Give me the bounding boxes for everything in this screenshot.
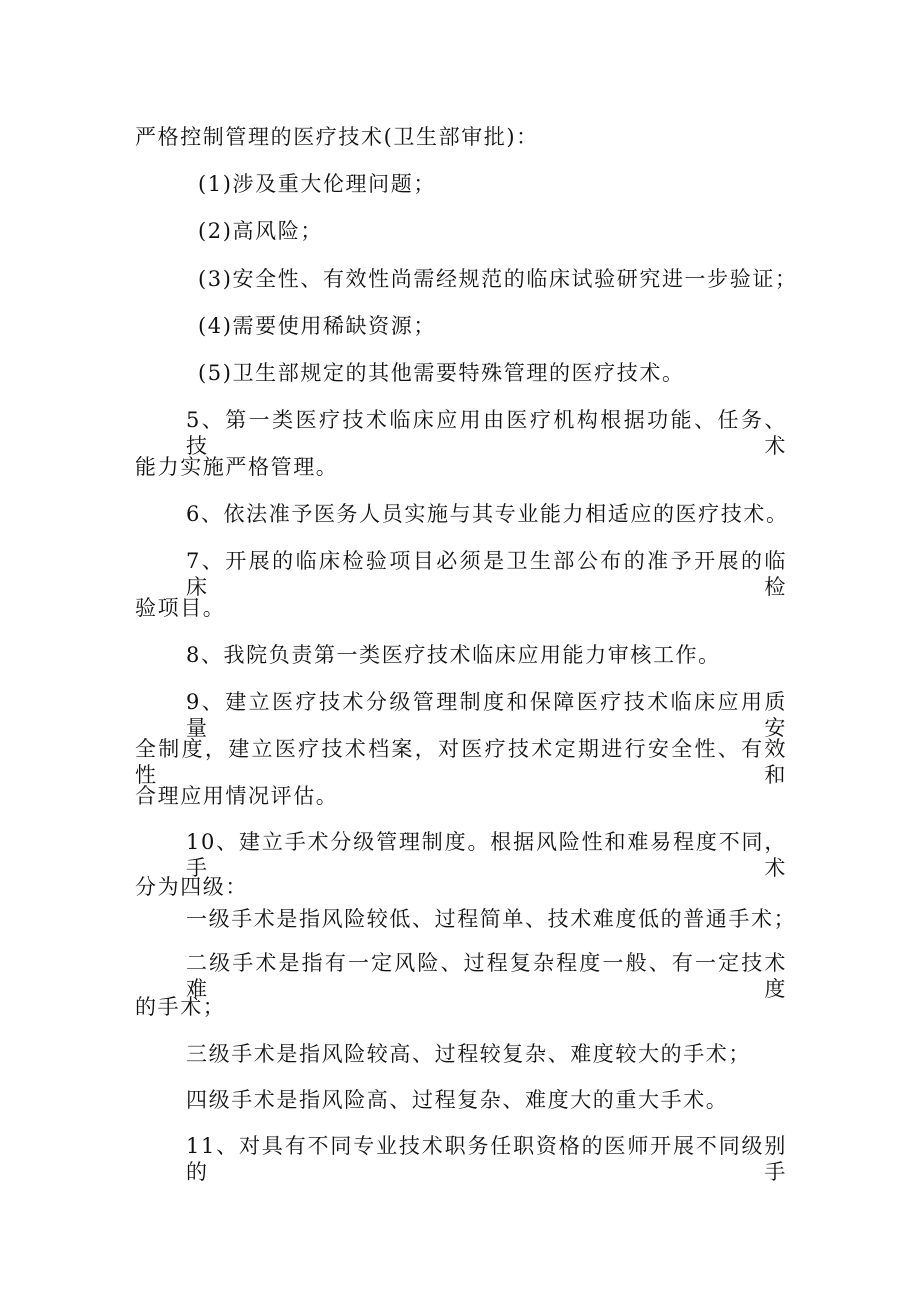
list-item: (4)需要使用稀缺资源； <box>198 314 436 338</box>
paragraph-line: 合理应用情况评估。 <box>135 784 339 808</box>
paragraph-line: 的手术； <box>135 995 226 1019</box>
paragraph-line: 7、开展的临床检验项目必须是卫生部公布的准予开展的临床检 <box>186 549 787 599</box>
list-item: (2)高风险； <box>198 219 323 243</box>
paragraph-line: 三级手术是指风险较高、过程较复杂、难度较大的手术； <box>186 1042 751 1066</box>
paragraph-line: 一级手术是指风险较低、过程简单、技术难度低的普通手术； <box>186 907 797 931</box>
paragraph-line: 10、建立手术分级管理制度。根据风险性和难易程度不同，手术 <box>186 830 787 880</box>
list-item: (3)安全性、有效性尚需经规范的临床试验研究进一步验证； <box>198 267 798 291</box>
text-line: 严格控制管理的医疗技术(卫生部审批)： <box>135 125 539 149</box>
paragraph-line: 全制度，建立医疗技术档案，对医疗技术定期进行安全性、有效性和 <box>135 737 787 787</box>
paragraph-line: 9、建立医疗技术分级管理制度和保障医疗技术临床应用质量安 <box>186 690 787 740</box>
paragraph-line: 11、对具有不同专业技术职务任职资格的医师开展不同级别的手 <box>186 1134 787 1184</box>
list-item: (5)卫生部规定的其他需要特殊管理的医疗技术。 <box>198 361 685 385</box>
paragraph-line: 分为四级： <box>135 875 248 899</box>
paragraph-line: 6、依法准予医务人员实施与其专业能力相适应的医疗技术。 <box>186 502 789 526</box>
paragraph-line: 8、我院负责第一类医疗技术临床应用能力审核工作。 <box>186 643 721 667</box>
paragraph-line: 二级手术是指有一定风险、过程复杂程度一般、有一定技术难度 <box>186 951 787 1001</box>
paragraph-line: 5、第一类医疗技术临床应用由医疗机构根据功能、任务、技术 <box>186 408 787 458</box>
paragraph-line: 能力实施严格管理。 <box>135 455 339 479</box>
paragraph-line: 验项目。 <box>135 596 226 620</box>
list-item: (1)涉及重大伦理问题； <box>198 172 436 196</box>
paragraph-line: 四级手术是指风险高、过程复杂、难度大的重大手术。 <box>186 1088 729 1112</box>
